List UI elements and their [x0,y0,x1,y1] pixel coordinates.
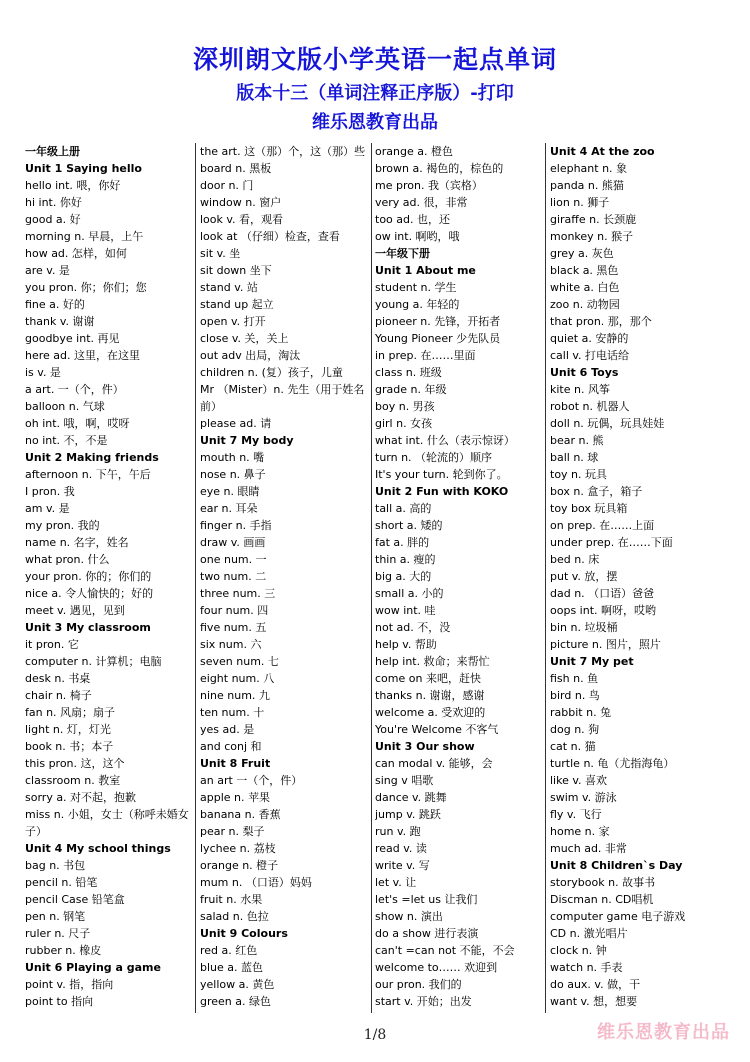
vocab-entry: fat a. 胖的 [375,536,430,549]
vocab-entry: thank v. 谢谢 [25,315,95,328]
vocab-entry: am v. 是 [25,502,70,515]
vocab-entry: under prep. 在……下面 [550,536,673,549]
section-heading: Unit 3 Our show [375,740,475,753]
vocab-entry: how ad. 怎样，如何 [25,247,127,260]
vocab-entry: wow int. 哇 [375,604,436,617]
vocab-entry: can modal v. 能够，会 [375,757,493,770]
column-divider [195,143,196,1013]
vocab-entry: finger n. 手指 [200,519,272,532]
vocab-entry: pen n. 钢笔 [25,910,86,923]
vocab-entry: can't =can not 不能，不会 [375,944,515,957]
vocab-entry: box n. 盒子，箱子 [550,485,643,498]
document-title: 深圳朗文版小学英语一起点单词 [192,45,557,74]
vocab-entry: brown a. 褐色的，棕色的 [375,162,504,175]
vocab-entry: is v. 是 [25,366,61,379]
vocab-entry: come on 来吧，赶快 [375,672,481,685]
vocab-entry: salad n. 色拉 [200,910,269,923]
vocab-entry: pencil n. 铅笔 [25,876,98,889]
vocab-entry: computer n. 计算机；电脑 [25,655,162,668]
vocab-entry: look v. 看，观看 [200,213,284,226]
vocab-column-4 [550,143,730,1013]
vocab-entry: ruler n. 尺子 [25,927,91,940]
vocab-entry: mum n. （口语）妈妈 [200,876,312,889]
vocab-entry: oh int. 哦，啊，哎呀 [25,417,130,430]
vocab-entry: fish n. 鱼 [550,672,599,685]
vocab-entry: let's =let us 让我们 [375,893,478,906]
vocab-entry: door n. 门 [200,179,254,192]
vocab-entry: swim v. 游泳 [550,791,617,804]
vocab-entry: sing v 唱歌 [375,774,434,787]
vocab-entry: start v. 开始；出发 [375,995,472,1008]
vocab-entry: white a. 白色 [550,281,620,294]
vocab-entry: oops int. 啊呀，哎哟 [550,604,657,617]
vocab-entry: jump v. 跳跃 [375,808,441,821]
vocab-entry: call v. 打电话给 [550,349,630,362]
vocab-entry: book n. 书；本子 [25,740,114,753]
vocab-entry: You're Welcome 不客气 [375,723,499,736]
vocab-entry: bin n. 垃圾桶 [550,621,618,634]
vocab-entry: meet v. 遇见，见到 [25,604,125,617]
section-heading: Unit 6 Playing a game [25,961,161,974]
vocab-column-2 [200,143,370,1013]
vocab-entry: toy box 玩具箱 [550,502,628,515]
vocab-entry: thanks n. 谢谢，感谢 [375,689,485,702]
vocab-entry: yellow a. 黄色 [200,978,275,991]
vocab-entry: young a. 年轻的 [375,298,460,311]
vocab-entry: sorry a. 对不起，抱歉 [25,791,137,804]
vocab-entry: seven num. 七 [200,655,279,668]
vocab-entry: black a. 黑色 [550,264,619,277]
section-heading: Unit 3 My classroom [25,621,151,634]
vocab-entry: welcome a. 受欢迎的 [375,706,486,719]
vocab-entry: look at （仔细）检查，查看 [200,230,340,243]
vocab-entry: it pron. 它 [25,638,79,651]
vocab-entry: the art. 这（那）个，这（那）些 [200,145,366,158]
vocab-entry: out adv 出局，淘汰 [200,349,301,362]
vocab-entry: hi int. 你好 [25,196,82,209]
vocab-entry: bear n. 熊 [550,434,604,447]
section-heading: Unit 4 My school things [25,842,171,855]
vocab-entry: green a. 绿色 [200,995,272,1008]
section-heading: Unit 1 About me [375,264,476,277]
vocab-entry: toy n. 玩具 [550,468,608,481]
vocab-entry: watch n. 手表 [550,961,623,974]
vocab-entry: do a show 进行表演 [375,927,479,940]
document-publisher: 维乐恩教育出品 [312,112,438,133]
vocab-entry: children n. (复）孩子，儿童 [200,366,343,379]
vocab-entry: do aux. v. 做，干 [550,978,641,991]
vocab-entry: tall a. 高的 [375,502,432,515]
column-divider [371,143,372,1013]
vocab-entry: boy n. 男孩 [375,400,435,413]
vocab-entry: pencil Case 铅笔盒 [25,893,125,906]
vocab-entry: cat n. 猫 [550,740,596,753]
vocab-entry: panda n. 熊猫 [550,179,624,192]
vocab-entry: and conj 和 [200,740,262,753]
vocab-entry: write v. 写 [375,859,430,872]
vocab-entry: eight num. 八 [200,672,275,685]
vocab-entry: miss n. 小姐，女士（称呼未婚女 [25,808,189,821]
section-heading: Unit 8 Fruit [200,757,271,770]
vocab-entry: rabbit n. 兔 [550,706,612,719]
vocab-entry: CD n. 激光唱片 [550,927,628,940]
vocab-entry: that pron. 那，那个 [550,315,652,328]
vocab-entry: monkey n. 猴子 [550,230,634,243]
vocab-entry: three num. 三 [200,587,276,600]
vocab-entry: dog n. 狗 [550,723,600,736]
vocab-entry: open v. 打开 [200,315,266,328]
vocab-entry: please ad. 请 [200,417,272,430]
vocab-entry: window n. 窗户 [200,196,282,209]
vocab-entry: pioneer n. 先锋，开拓者 [375,315,501,328]
vocab-entry: home n. 家 [550,825,610,838]
vocab-entry: big a. 大的 [375,570,432,583]
vocab-entry: apple n. 苹果 [200,791,270,804]
vocab-entry: bird n. 鸟 [550,689,600,702]
vocab-entry: Discman n. CD唱机 [550,893,654,906]
vocab-entry: five num. 五 [200,621,267,634]
vocab-entry: fan n. 风扇；扇子 [25,706,116,719]
vocab-entry: ten num. 十 [200,706,265,719]
vocab-entry: help v. 帮助 [375,638,437,651]
column-divider [545,143,546,1013]
vocab-entry: an art 一（个，件） [200,774,303,787]
vocab-entry: blue a. 蓝色 [200,961,264,974]
vocab-entry: rubber n. 橡皮 [25,944,102,957]
vocab-entry: banana n. 香蕉 [200,808,281,821]
vocab-entry: storybook n. 故事书 [550,876,656,889]
vocab-entry: mouth n. 嘴 [200,451,265,464]
vocab-entry: you pron. 你；你们；您 [25,281,147,294]
vocab-entry: run v. 跑 [375,825,421,838]
vocab-entry: nose n. 鼻子 [200,468,266,481]
vocab-entry: welcome to…… 欢迎到 [375,961,498,974]
vocab-entry: ear n. 耳朵 [200,502,258,515]
vocab-entry: dad n. （口语）爸爸 [550,587,655,600]
vocab-entry: here ad. 这里，在这里 [25,349,141,362]
vocab-entry: orange n. 橙子 [200,859,279,872]
vocab-entry: point to 指向 [25,995,94,1008]
vocab-entry: robot n. 机器人 [550,400,630,413]
vocab-entry: small a. 小的 [375,587,444,600]
vocab-entry: giraffe n. 长颈鹿 [550,213,637,226]
vocab-entry: turtle n. 龟（尤指海龟） [550,757,675,770]
vocab-entry: point v. 指，指向 [25,978,114,991]
vocab-column-3 [375,143,543,1013]
vocab-entry: one num. 一 [200,553,267,566]
vocab-entry: read v. 读 [375,842,427,855]
vocab-entry: me pron. 我（宾格） [375,179,483,192]
vocab-entry: what int. 什么（表示惊讶） [375,434,515,447]
section-heading: Unit 4 At the zoo [550,145,655,158]
vocab-entry: red a. 红色 [200,944,258,957]
vocab-entry: not ad. 不，没 [375,621,451,634]
vocab-entry: quiet a. 安静的 [550,332,629,345]
vocab-entry: four num. 四 [200,604,269,617]
vocab-entry: let v. 让 [375,876,417,889]
vocab-entry: eye n. 眼睛 [200,485,260,498]
vocab-entry: I pron. 我 [25,485,75,498]
vocab-entry: a art. 一（个，件） [25,383,124,396]
watermark: 维乐恩教育出品 [597,1022,730,1043]
section-heading: Unit 2 Making friends [25,451,159,464]
page-number: 1/8 [363,1027,387,1043]
vocab-entry: sit v. 坐 [200,247,241,260]
vocab-entry: ball n. 球 [550,451,599,464]
vocab-entry: pear n. 梨子 [200,825,265,838]
vocab-entry: chair n. 椅子 [25,689,92,702]
vocab-entry: short a. 矮的 [375,519,443,532]
section-heading: Unit 6 Toys [550,366,619,379]
vocab-entry: 前） [200,400,222,413]
vocab-entry: my pron. 我的 [25,519,100,532]
vocab-entry: Young Pioneer 少先队员 [375,332,501,345]
vocab-entry: grey a. 灰色 [550,247,614,260]
vocab-entry: like v. 喜欢 [550,774,608,787]
vocab-entry: fine a. 好的 [25,298,85,311]
vocab-entry: kite n. 风筝 [550,383,610,396]
vocab-entry: bed n. 床 [550,553,600,566]
vocab-entry: your pron. 你的；你们的 [25,570,152,583]
vocab-entry: sit down 坐下 [200,264,272,277]
section-heading: Unit 1 Saying hello [25,162,142,175]
vocab-entry: student n. 学生 [375,281,457,294]
vocab-entry: bag n. 书包 [25,859,86,872]
vocab-entry: picture n. 图片，照片 [550,638,661,651]
vocab-entry: help int. 救命；来帮忙 [375,655,490,668]
vocab-entry: clock n. 钟 [550,944,607,957]
vocab-entry: stand up 起立 [200,298,274,311]
vocab-entry: six num. 六 [200,638,262,651]
section-heading: Unit 9 Colours [200,927,288,940]
vocab-entry: desk n. 书桌 [25,672,91,685]
vocab-entry: no int. 不，不是 [25,434,108,447]
vocab-entry: Mr （Mister）n. 先生（用于姓名 [200,383,365,396]
vocab-entry: yes ad. 是 [200,723,255,736]
section-heading: 一年级上册 [25,145,80,158]
vocab-entry: hello int. 喂，你好 [25,179,121,192]
vocab-entry: zoo n. 动物园 [550,298,620,311]
vocab-entry: are v. 是 [25,264,70,277]
vocab-entry: light n. 灯，灯光 [25,723,111,736]
vocab-entry: 子） [25,825,47,838]
vocab-entry: board n. 黑板 [200,162,272,175]
vocab-entry: afternoon n. 下午，午后 [25,468,151,481]
vocab-entry: computer game 电子游戏 [550,910,686,923]
vocab-entry: stand v. 站 [200,281,258,294]
vocab-entry: thin a. 瘦的 [375,553,436,566]
vocab-entry: put v. 放，摆 [550,570,618,583]
section-heading: Unit 7 My pet [550,655,634,668]
vocab-entry: very ad. 很，非常 [375,196,468,209]
vocab-entry: elephant n. 象 [550,162,628,175]
vocab-entry: two num. 二 [200,570,267,583]
vocab-entry: fly v. 飞行 [550,808,602,821]
vocab-column-1 [25,143,193,1013]
vocab-entry: our pron. 我们的 [375,978,462,991]
vocab-entry: girl n. 女孩 [375,417,433,430]
section-heading: Unit 8 Children`s Day [550,859,683,872]
vocab-entry: It's your turn. 轮到你了。 [375,468,508,481]
vocab-entry: ow int. 啊哟，哦 [375,230,460,243]
vocab-entry: draw v. 画画 [200,536,266,549]
section-heading: 一年级下册 [375,247,430,260]
vocab-entry: want v. 想，想要 [550,995,638,1008]
vocab-entry: close v. 关，关上 [200,332,289,345]
vocab-entry: nice a. 令人愉快的；好的 [25,587,154,600]
vocab-entry: goodbye int. 再见 [25,332,120,345]
vocab-entry: too ad. 也，还 [375,213,450,226]
vocab-entry: classroom n. 教室 [25,774,121,787]
vocab-entry: morning n. 早晨，上午 [25,230,144,243]
vocab-entry: class n. 班级 [375,366,442,379]
vocab-entry: orange a. 橙色 [375,145,453,158]
vocab-entry: in prep. 在……里面 [375,349,476,362]
vocab-entry: nine num. 九 [200,689,270,702]
vocab-entry: turn n. （轮流的）顺序 [375,451,493,464]
vocab-entry: balloon n. 气球 [25,400,105,413]
document-subtitle: 版本十三（单词注释正序版）-打印 [236,83,514,104]
vocab-entry: fruit n. 水果 [200,893,263,906]
vocab-entry: doll n. 玩偶，玩具娃娃 [550,417,665,430]
vocab-entry: lion n. 狮子 [550,196,610,209]
section-heading: Unit 2 Fun with KOKO [375,485,509,498]
section-heading: Unit 7 My body [200,434,294,447]
vocab-entry: on prep. 在……上面 [550,519,655,532]
vocab-entry: good a. 好 [25,213,81,226]
vocab-entry: much ad. 非常 [550,842,627,855]
vocab-entry: dance v. 跳舞 [375,791,447,804]
vocab-entry: lychee n. 荔枝 [200,842,276,855]
vocab-entry: what pron. 什么 [25,553,110,566]
vocab-entry: name n. 名字，姓名 [25,536,129,549]
vocab-entry: show n. 演出 [375,910,443,923]
vocab-entry: this pron. 这，这个 [25,757,125,770]
vocab-entry: grade n. 年级 [375,383,447,396]
